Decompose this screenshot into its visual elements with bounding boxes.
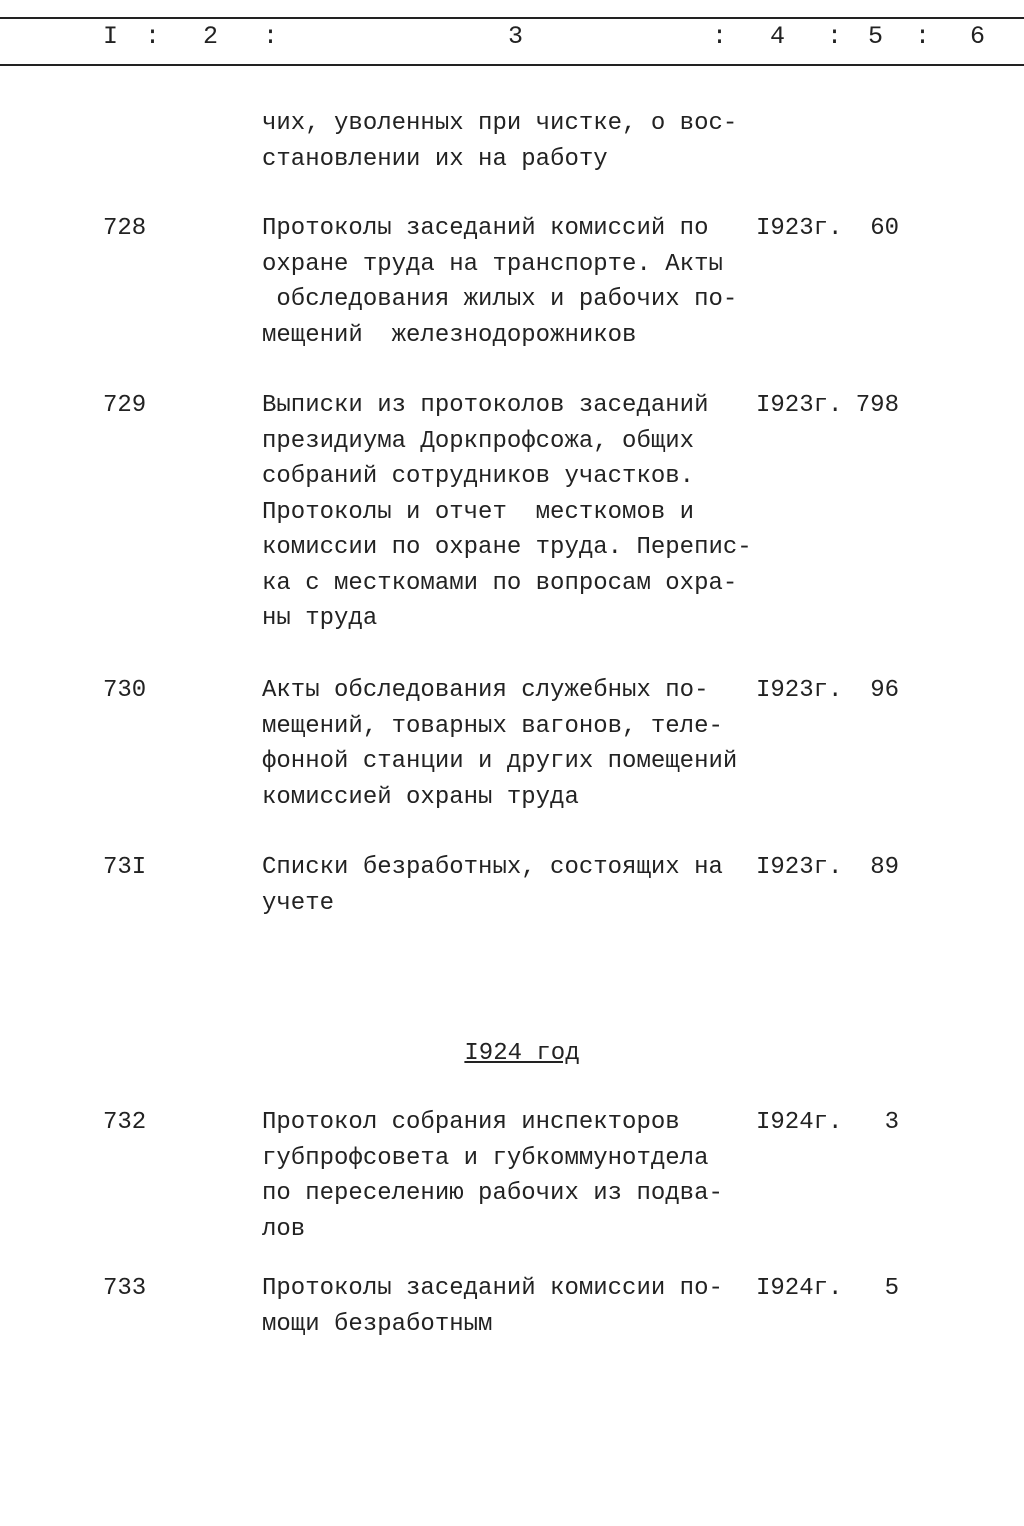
entry-date: I924г.	[756, 1275, 843, 1302]
description-line: Акты обследования служебных по-	[262, 677, 709, 704]
description-line: становлении их на работу	[262, 145, 608, 173]
entry-sheet-count: 5	[884, 1275, 899, 1302]
description-line: губпрофсовета и губкоммунотдела	[262, 1144, 709, 1172]
description-line: охране труда на транспорте. Акты	[262, 250, 723, 278]
description-line: ны труда	[262, 605, 378, 632]
column-separator: :	[712, 22, 728, 51]
description-line: Списки безработных, состоящих на	[262, 854, 723, 881]
description-line: комиссией охраны труда	[262, 783, 579, 811]
description-line: мощи безработным	[262, 1310, 493, 1338]
column-header-3: 3	[508, 22, 524, 51]
description-line: комиссии по охране труда. Перепис-	[262, 534, 752, 561]
description-line: лов	[262, 1215, 306, 1243]
entry-sheet-count: 96	[870, 677, 899, 704]
description-line: Протокол собрания инспекторов	[262, 1109, 680, 1136]
description-line: президиума Доркпрофсожа, общих	[262, 427, 695, 455]
column-separator: :	[145, 22, 161, 51]
description-line: Выписки из протоколов заседаний	[262, 392, 709, 419]
entry-number: 732	[103, 1109, 147, 1136]
column-separator: :	[915, 22, 931, 51]
section-heading-1924: I924 год	[464, 1040, 580, 1067]
column-separator: :	[827, 22, 843, 51]
description-line: мещений железнодорожников	[262, 321, 637, 349]
description-line: чих, уволенных при чистке, о вос-	[262, 110, 738, 137]
description-line: по переселению рабочих из подва-	[262, 1180, 723, 1207]
column-header-2: 2	[203, 22, 219, 51]
header-top-rule	[0, 17, 1024, 19]
entry-sheet-count: 60	[870, 215, 899, 242]
entry-sheet-count: 89	[870, 854, 899, 881]
entry-sheet-count: 798	[855, 392, 899, 419]
entry-number: 73I	[103, 854, 147, 881]
entry-date: I923г.	[756, 215, 843, 242]
entry-date: I923г.	[756, 392, 843, 419]
description-line: фонной станции и других помещений	[262, 748, 738, 775]
entry-sheet-count: 3	[884, 1109, 899, 1136]
entry-number: 733	[103, 1275, 147, 1302]
entry-date: I923г.	[756, 854, 843, 881]
description-line: обследования жилых и рабочих по-	[262, 286, 738, 313]
description-line: собраний сотрудников участков.	[262, 463, 695, 490]
column-header-4: 4	[770, 22, 786, 51]
header-bottom-rule	[0, 64, 1024, 66]
description-line: Протоколы заседаний комиссий по	[262, 215, 709, 242]
entry-date: I923г.	[756, 677, 843, 704]
entry-number: 730	[103, 677, 147, 704]
description-line: Протоколы и отчет месткомов и	[262, 498, 695, 526]
description-line: мещений, товарных вагонов, теле-	[262, 712, 723, 740]
column-header-5: 5	[868, 22, 884, 51]
column-separator: :	[263, 22, 279, 51]
column-header-1: I	[103, 22, 119, 51]
entry-number: 728	[103, 215, 147, 242]
description-line: ка с месткомами по вопросам охра-	[262, 569, 738, 597]
description-line: Протоколы заседаний комиссии по-	[262, 1275, 723, 1302]
entry-date: I924г.	[756, 1109, 843, 1136]
description-line: учете	[262, 889, 335, 917]
column-header-6: 6	[970, 22, 986, 51]
entry-number: 729	[103, 392, 147, 419]
